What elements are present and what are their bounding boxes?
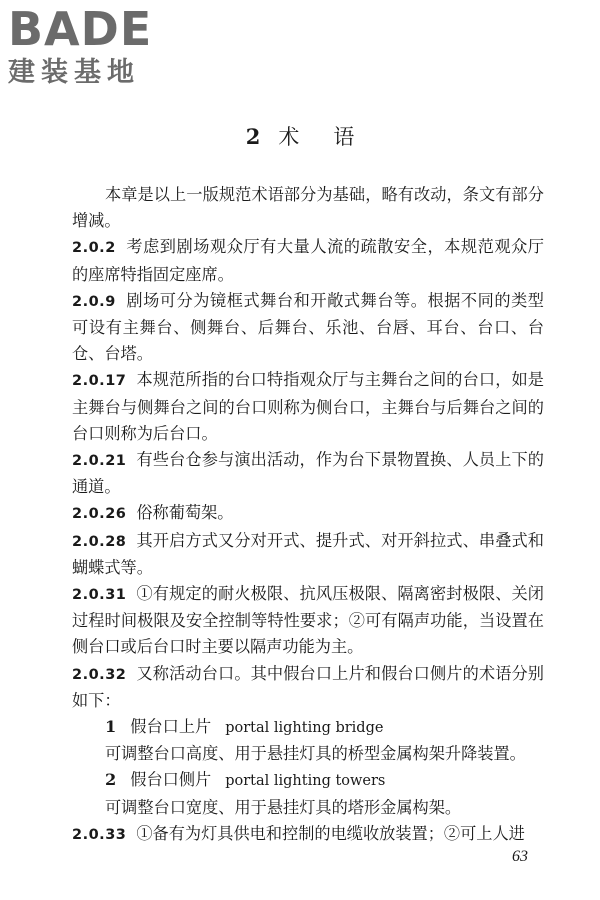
chapter-title-word-1: 术	[278, 125, 300, 149]
item-term-en: portal lighting towers	[225, 773, 386, 790]
chapter-title	[0, 122, 600, 152]
clause-text: 又称活动台口。其中假台口上片和假台口侧片的术语分别如下：	[72, 663, 544, 710]
item-term-cn: 假台口上片	[130, 717, 212, 737]
clause-text: 其开启方式又分对开式、提升式、对开斜拉式、串叠式和蝴蝶式等。	[72, 530, 544, 577]
clause-number: 2.0.17	[72, 373, 127, 390]
clause-2-0-17	[72, 367, 544, 447]
clause-number: 2.0.21	[72, 453, 127, 470]
clause-2-0-21	[72, 447, 544, 500]
publisher-logo	[8, 4, 178, 90]
clause-2-0-28	[72, 528, 544, 581]
term-item-2	[72, 767, 544, 794]
clause-number: 2.0.33	[72, 826, 127, 843]
clause-2-0-31	[72, 581, 544, 661]
clause-number: 2.0.28	[72, 533, 127, 550]
clause-text: ①备有为灯具供电和控制的电缆收放装置；②可上人进	[136, 823, 525, 843]
clause-number: 2.0.31	[72, 587, 127, 604]
item-term-en: portal lighting bridge	[225, 720, 384, 737]
clause-2-0-2	[72, 234, 544, 287]
clause-text: 考虑到剧场观众厅有大量人流的疏散安全，本规范观众厅的座席特指固定座席。	[72, 237, 544, 284]
clause-text: 本规范所指的台口特指观众厅与主舞台之间的台口，如是主舞台与侧舞台之间的台口则称为侧台口，主舞台与后舞台之间的台口则称为后台口。	[72, 370, 544, 443]
item-number: 1	[105, 717, 117, 737]
clause-2-0-33	[72, 821, 544, 848]
clause-text: 剧场可分为镜框式舞台和开敞式舞台等。根据不同的类型可设有主舞台、侧舞台、后舞台、乐池、台唇、耳台、台口、台仓、台塔。	[72, 290, 544, 364]
chapter-title-word-2: 语	[333, 125, 355, 149]
clause-number: 2.0.32	[72, 666, 127, 683]
clause-text: 有些台仓参与演出活动，作为台下景物置换、人员上下的通道。	[72, 450, 544, 497]
chapter-number: 2	[245, 124, 261, 149]
page-number: 63	[512, 848, 528, 865]
term-item-1	[72, 714, 544, 741]
intro-paragraph: 本章是以上一版规范术语部分为基础，略有改动，条文有部分增减。	[72, 185, 544, 231]
term-item-2-description: 可调整台口宽度、用于悬挂灯具的塔形金属构架。	[105, 797, 462, 817]
logo-wordmark: BADE	[8, 2, 153, 56]
clause-text: 俗称葡萄架。	[136, 503, 234, 523]
clause-text: ①有规定的耐火极限、抗风压极限、隔离密封极限、关闭过程时间极限及安全控制等特性要求；②可有隔声功能，当设置在侧台口或后台口时主要以隔声功能为主。	[72, 584, 544, 657]
document-body	[72, 182, 544, 848]
term-item-1-description: 可调整台口高度、用于悬挂灯具的桥型金属构架升降装置。	[105, 744, 526, 764]
clause-2-0-26	[72, 500, 544, 527]
item-number: 2	[105, 770, 117, 790]
logo-subtitle: 建装基地	[8, 57, 140, 88]
clause-number: 2.0.9	[72, 293, 116, 310]
item-term-cn: 假台口侧片	[130, 770, 212, 790]
clause-number: 2.0.2	[72, 240, 116, 257]
clause-2-0-9	[72, 288, 544, 368]
clause-2-0-32	[72, 661, 544, 714]
clause-number: 2.0.26	[72, 506, 127, 523]
